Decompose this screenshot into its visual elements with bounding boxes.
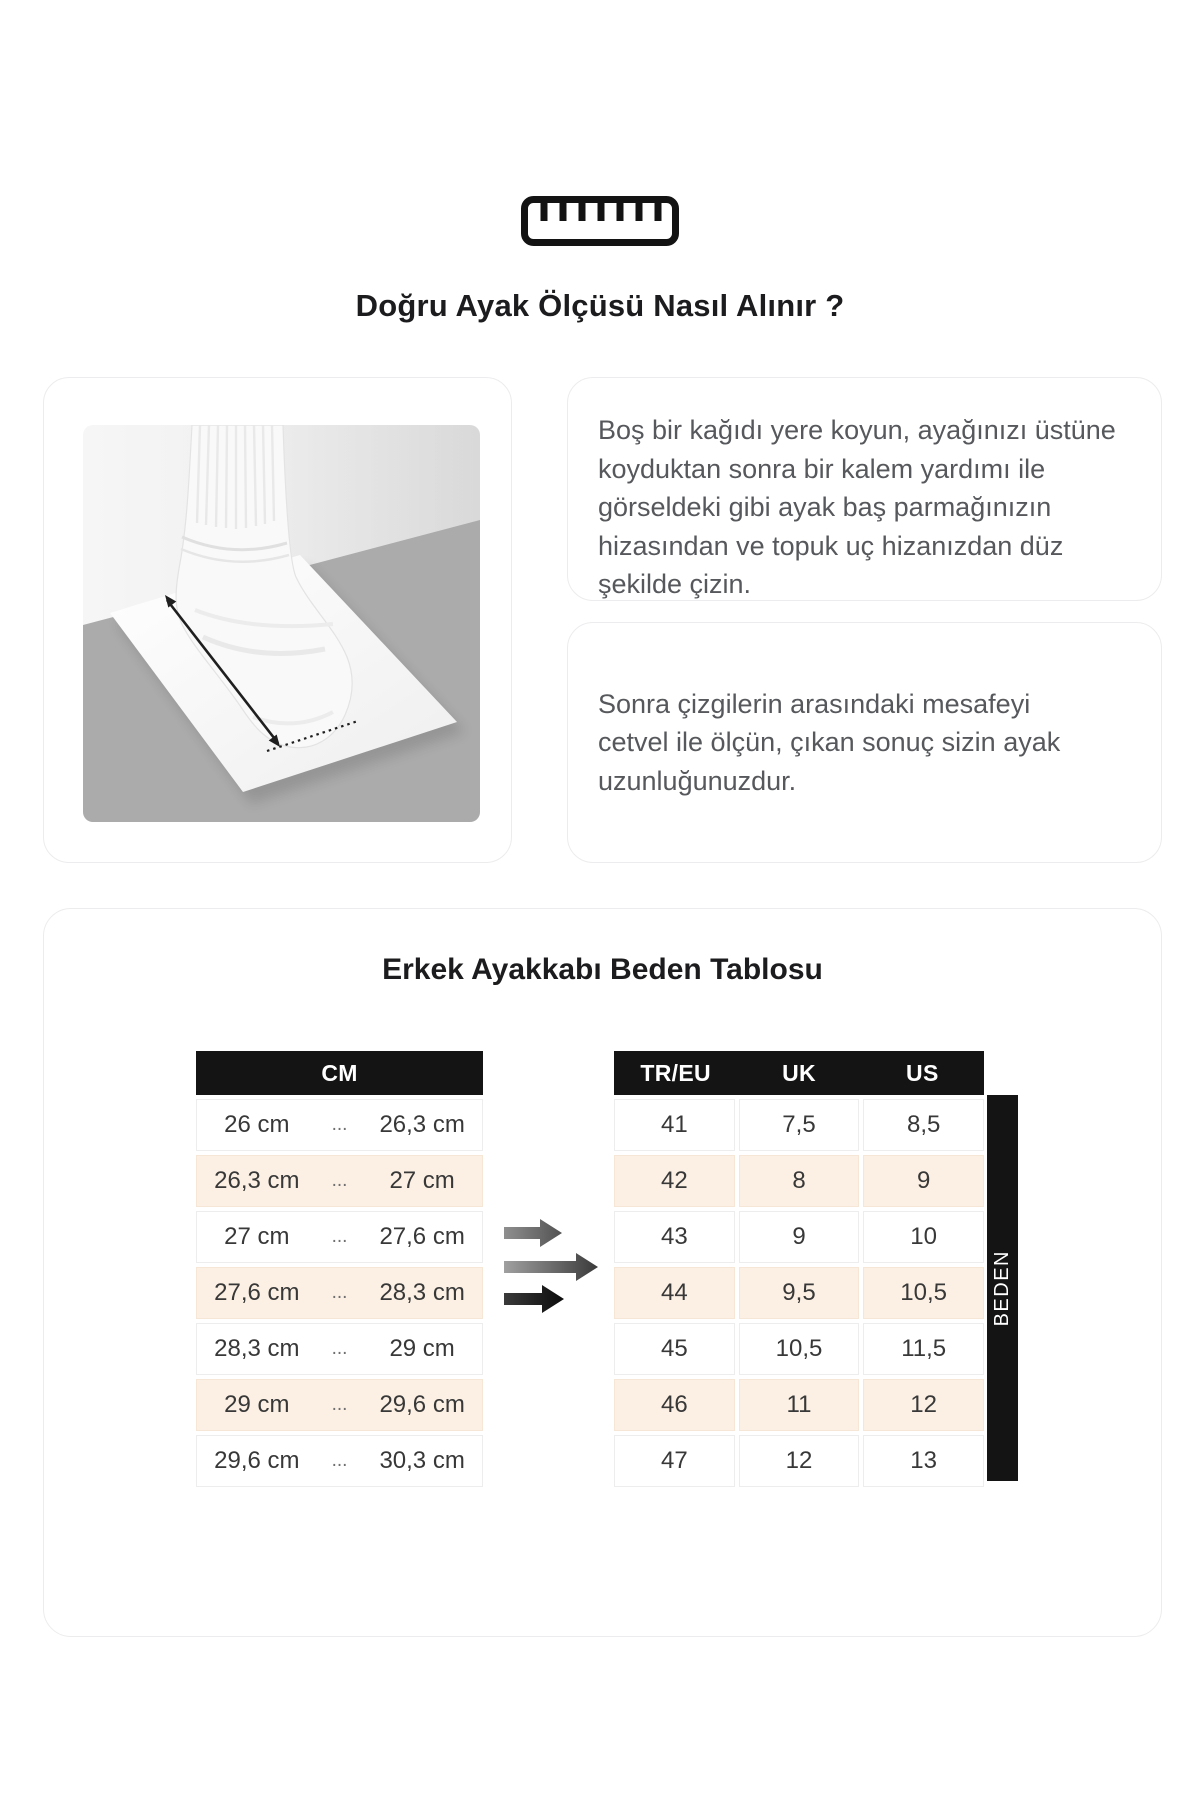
tr-eu-value: 43 bbox=[614, 1211, 735, 1263]
beden-side-bar bbox=[987, 1095, 1018, 1481]
measure-photo-card bbox=[43, 377, 512, 863]
size-table-row bbox=[614, 1099, 984, 1151]
uk-value: 7,5 bbox=[739, 1099, 860, 1151]
uk-value: 8 bbox=[739, 1155, 860, 1207]
range-separator: ... bbox=[331, 1394, 348, 1415]
cm-min-value: 29 cm bbox=[224, 1391, 290, 1418]
uk-value: 11 bbox=[739, 1379, 860, 1431]
tr-eu-value: 45 bbox=[614, 1323, 735, 1375]
instruction-box-2 bbox=[567, 622, 1162, 863]
page-title: Doğru Ayak Ölçüsü Nasıl Alınır ? bbox=[355, 288, 845, 323]
size-table-row bbox=[614, 1323, 984, 1375]
cm-max-value: 30,3 cm bbox=[379, 1447, 465, 1474]
cm-min-value: 27,6 cm bbox=[214, 1279, 300, 1306]
size-table-title: Erkek Ayakkabı Beden Tablosu bbox=[382, 953, 823, 986]
range-separator: ... bbox=[331, 1226, 348, 1247]
us-value: 10 bbox=[863, 1211, 984, 1263]
cm-table-header: CM bbox=[196, 1051, 483, 1095]
uk-value: 9,5 bbox=[739, 1267, 860, 1319]
cm-range-table bbox=[196, 1051, 483, 1487]
cm-max-value: 29 cm bbox=[389, 1335, 455, 1362]
cm-min-value: 28,3 cm bbox=[214, 1335, 300, 1362]
cm-max-value: 27 cm bbox=[389, 1167, 455, 1194]
size-table-row bbox=[614, 1379, 984, 1431]
instruction-step-2: Sonra çizgilerin arasındaki mesafeyi cetvel ile ölçün, çıkan sonuç sizin ayak uzunluğunuzdur. bbox=[598, 688, 1061, 796]
us-value: 12 bbox=[863, 1379, 984, 1431]
size-table-card bbox=[43, 908, 1162, 1637]
range-separator: ... bbox=[331, 1170, 348, 1191]
cm-table-row bbox=[196, 1099, 483, 1151]
us-value: 8,5 bbox=[863, 1099, 984, 1151]
ruler-icon bbox=[0, 195, 1200, 252]
range-separator: ... bbox=[331, 1338, 348, 1359]
cm-table-row bbox=[196, 1155, 483, 1207]
cm-table-row bbox=[196, 1435, 483, 1487]
cm-min-value: 29,6 cm bbox=[214, 1447, 300, 1474]
tr-eu-value: 47 bbox=[614, 1435, 735, 1487]
us-value: 9 bbox=[863, 1155, 984, 1207]
size-table-row bbox=[614, 1267, 984, 1319]
foot-measure-photo bbox=[83, 425, 480, 822]
range-separator: ... bbox=[331, 1282, 348, 1303]
size-conversion-table bbox=[614, 1051, 984, 1487]
uk-value: 10,5 bbox=[739, 1323, 860, 1375]
instruction-box-1 bbox=[567, 377, 1162, 601]
tr-eu-value: 42 bbox=[614, 1155, 735, 1207]
cm-table-row bbox=[196, 1211, 483, 1263]
instruction-step-1: Boş bir kağıdı yere koyun, ayağınızı üstüne koyduktan sonra bir kalem yardımı ile görseldeki gibi ayak baş parmağınızın hizasından ve topuk uç hizanızdan düz şekilde çizin. bbox=[598, 415, 1116, 599]
cm-table-row bbox=[196, 1323, 483, 1375]
col-header-tr-eu: TR/EU bbox=[640, 1059, 711, 1086]
us-value: 13 bbox=[863, 1435, 984, 1487]
uk-value: 9 bbox=[739, 1211, 860, 1263]
col-header-us: US bbox=[906, 1059, 939, 1086]
tr-eu-value: 46 bbox=[614, 1379, 735, 1431]
size-table-row bbox=[614, 1155, 984, 1207]
us-value: 11,5 bbox=[863, 1323, 984, 1375]
us-value: 10,5 bbox=[863, 1267, 984, 1319]
cm-max-value: 28,3 cm bbox=[379, 1279, 465, 1306]
uk-value: 12 bbox=[739, 1435, 860, 1487]
size-table-row bbox=[614, 1435, 984, 1487]
cm-max-value: 29,6 cm bbox=[379, 1391, 465, 1418]
cm-table-row bbox=[196, 1267, 483, 1319]
size-table-row bbox=[614, 1211, 984, 1263]
cm-min-value: 27 cm bbox=[224, 1223, 290, 1250]
cm-table-row bbox=[196, 1379, 483, 1431]
beden-label: BEDEN bbox=[991, 1249, 1013, 1327]
tr-eu-value: 41 bbox=[614, 1099, 735, 1151]
col-header-uk: UK bbox=[782, 1059, 816, 1086]
cm-max-value: 26,3 cm bbox=[379, 1111, 465, 1138]
range-separator: ... bbox=[331, 1450, 348, 1471]
tr-eu-value: 44 bbox=[614, 1267, 735, 1319]
cm-min-value: 26 cm bbox=[224, 1111, 290, 1138]
cm-max-value: 27,6 cm bbox=[379, 1223, 465, 1250]
conversion-arrows-icon bbox=[504, 1217, 604, 1322]
range-separator: ... bbox=[331, 1114, 348, 1135]
cm-min-value: 26,3 cm bbox=[214, 1167, 300, 1194]
size-table-header-row bbox=[614, 1051, 984, 1095]
